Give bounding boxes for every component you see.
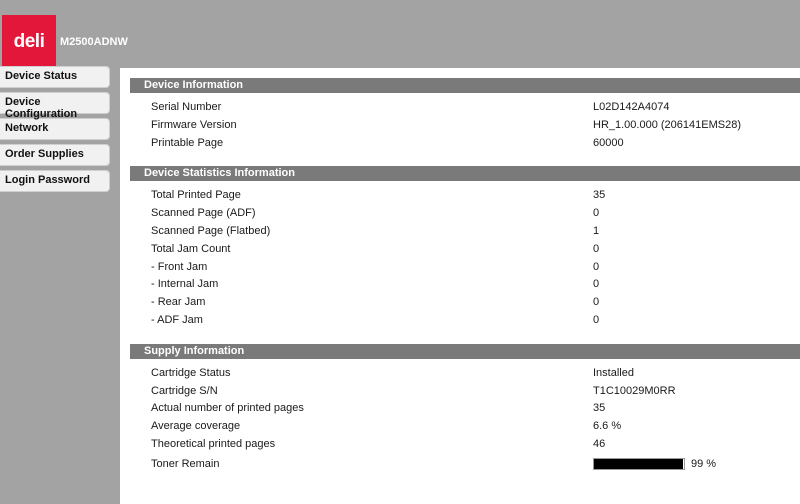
stats-row-adf-jam [120,312,800,330]
toner-level-bar [593,458,685,470]
supply-row-cartridge-status [120,365,800,383]
info-row-printable-page [120,135,800,153]
main-content [120,68,800,504]
row-label: - Internal Jam [151,278,219,291]
row-value: 35 [593,189,606,202]
row-value: 0 [593,313,600,326]
row-value: 0 [593,242,600,255]
row-label: Serial Number [151,101,222,113]
row-value: L02D142A4074 [593,101,670,113]
toner-percent: 99 % [691,457,717,470]
sidebar-item-network[interactable]: Network [0,118,110,140]
stats-row-rear-jam [120,294,800,312]
sidebar-nav [0,66,110,196]
info-row-firmware-version [120,117,800,135]
row-label: Actual number of printed pages [151,402,304,415]
stats-row-total-jam [120,241,800,259]
section-header: Device Statistics Information [130,166,800,181]
row-label: Cartridge Status [151,366,231,379]
toner-level [593,454,716,475]
stats-row-scanned-flatbed [120,223,800,241]
row-value: 0 [593,207,600,220]
stats-row-scanned-adf [120,205,800,223]
row-value: 6.6 % [593,420,622,433]
row-value: 60000 [593,136,624,149]
device-information-section [120,78,800,162]
row-label: - ADF Jam [151,313,203,326]
section-header: Supply Information [130,344,800,359]
row-label: - Rear Jam [151,296,206,309]
supply-row-average-coverage [120,418,800,436]
row-value: T1C10029M0RR [593,384,676,397]
section-header: Device Information [130,78,800,93]
row-label: Scanned Page (ADF) [151,207,256,220]
row-value: 0 [593,296,600,309]
row-value: 0 [593,278,600,291]
printer-model: M2500ADNW [60,36,128,48]
toner-level-fill [594,459,683,469]
row-value: 0 [593,260,600,273]
row-label: Total Jam Count [151,242,231,255]
row-label: Cartridge S/N [151,384,218,397]
row-value: 35 [593,402,606,415]
row-value: Installed [593,366,634,379]
supply-information-section [120,344,800,485]
row-label: Total Printed Page [151,189,241,202]
row-value: 46 [593,437,606,450]
deli-logo: deli [2,15,56,69]
stats-row-internal-jam [120,276,800,294]
row-label: Scanned Page (Flatbed) [151,224,271,237]
sidebar-item-device-configuration[interactable]: Device Configuration [0,92,110,114]
row-value: HR_1.00.000 (206141EMS28) [593,118,741,131]
device-statistics-section [120,166,800,339]
supply-row-actual-printed [120,400,800,418]
sidebar-item-device-status[interactable]: Device Status [0,66,110,88]
row-label: Average coverage [151,420,241,433]
supply-row-theoretical-printed [120,436,800,454]
row-value: 1 [593,224,600,237]
supply-row-toner-remain [120,454,800,475]
supply-row-cartridge-sn [120,383,800,401]
info-row-serial-number [120,99,800,117]
row-label: Toner Remain [151,457,220,470]
row-label: Printable Page [151,136,224,149]
row-label: Firmware Version [151,118,237,131]
row-label: - Front Jam [151,260,208,273]
stats-row-front-jam [120,259,800,277]
sidebar-item-login-password[interactable]: Login Password [0,170,110,192]
top-bar [0,0,800,68]
stats-row-total-printed [120,187,800,205]
sidebar-item-order-supplies[interactable]: Order Supplies [0,144,110,166]
row-label: Theoretical printed pages [151,437,276,450]
